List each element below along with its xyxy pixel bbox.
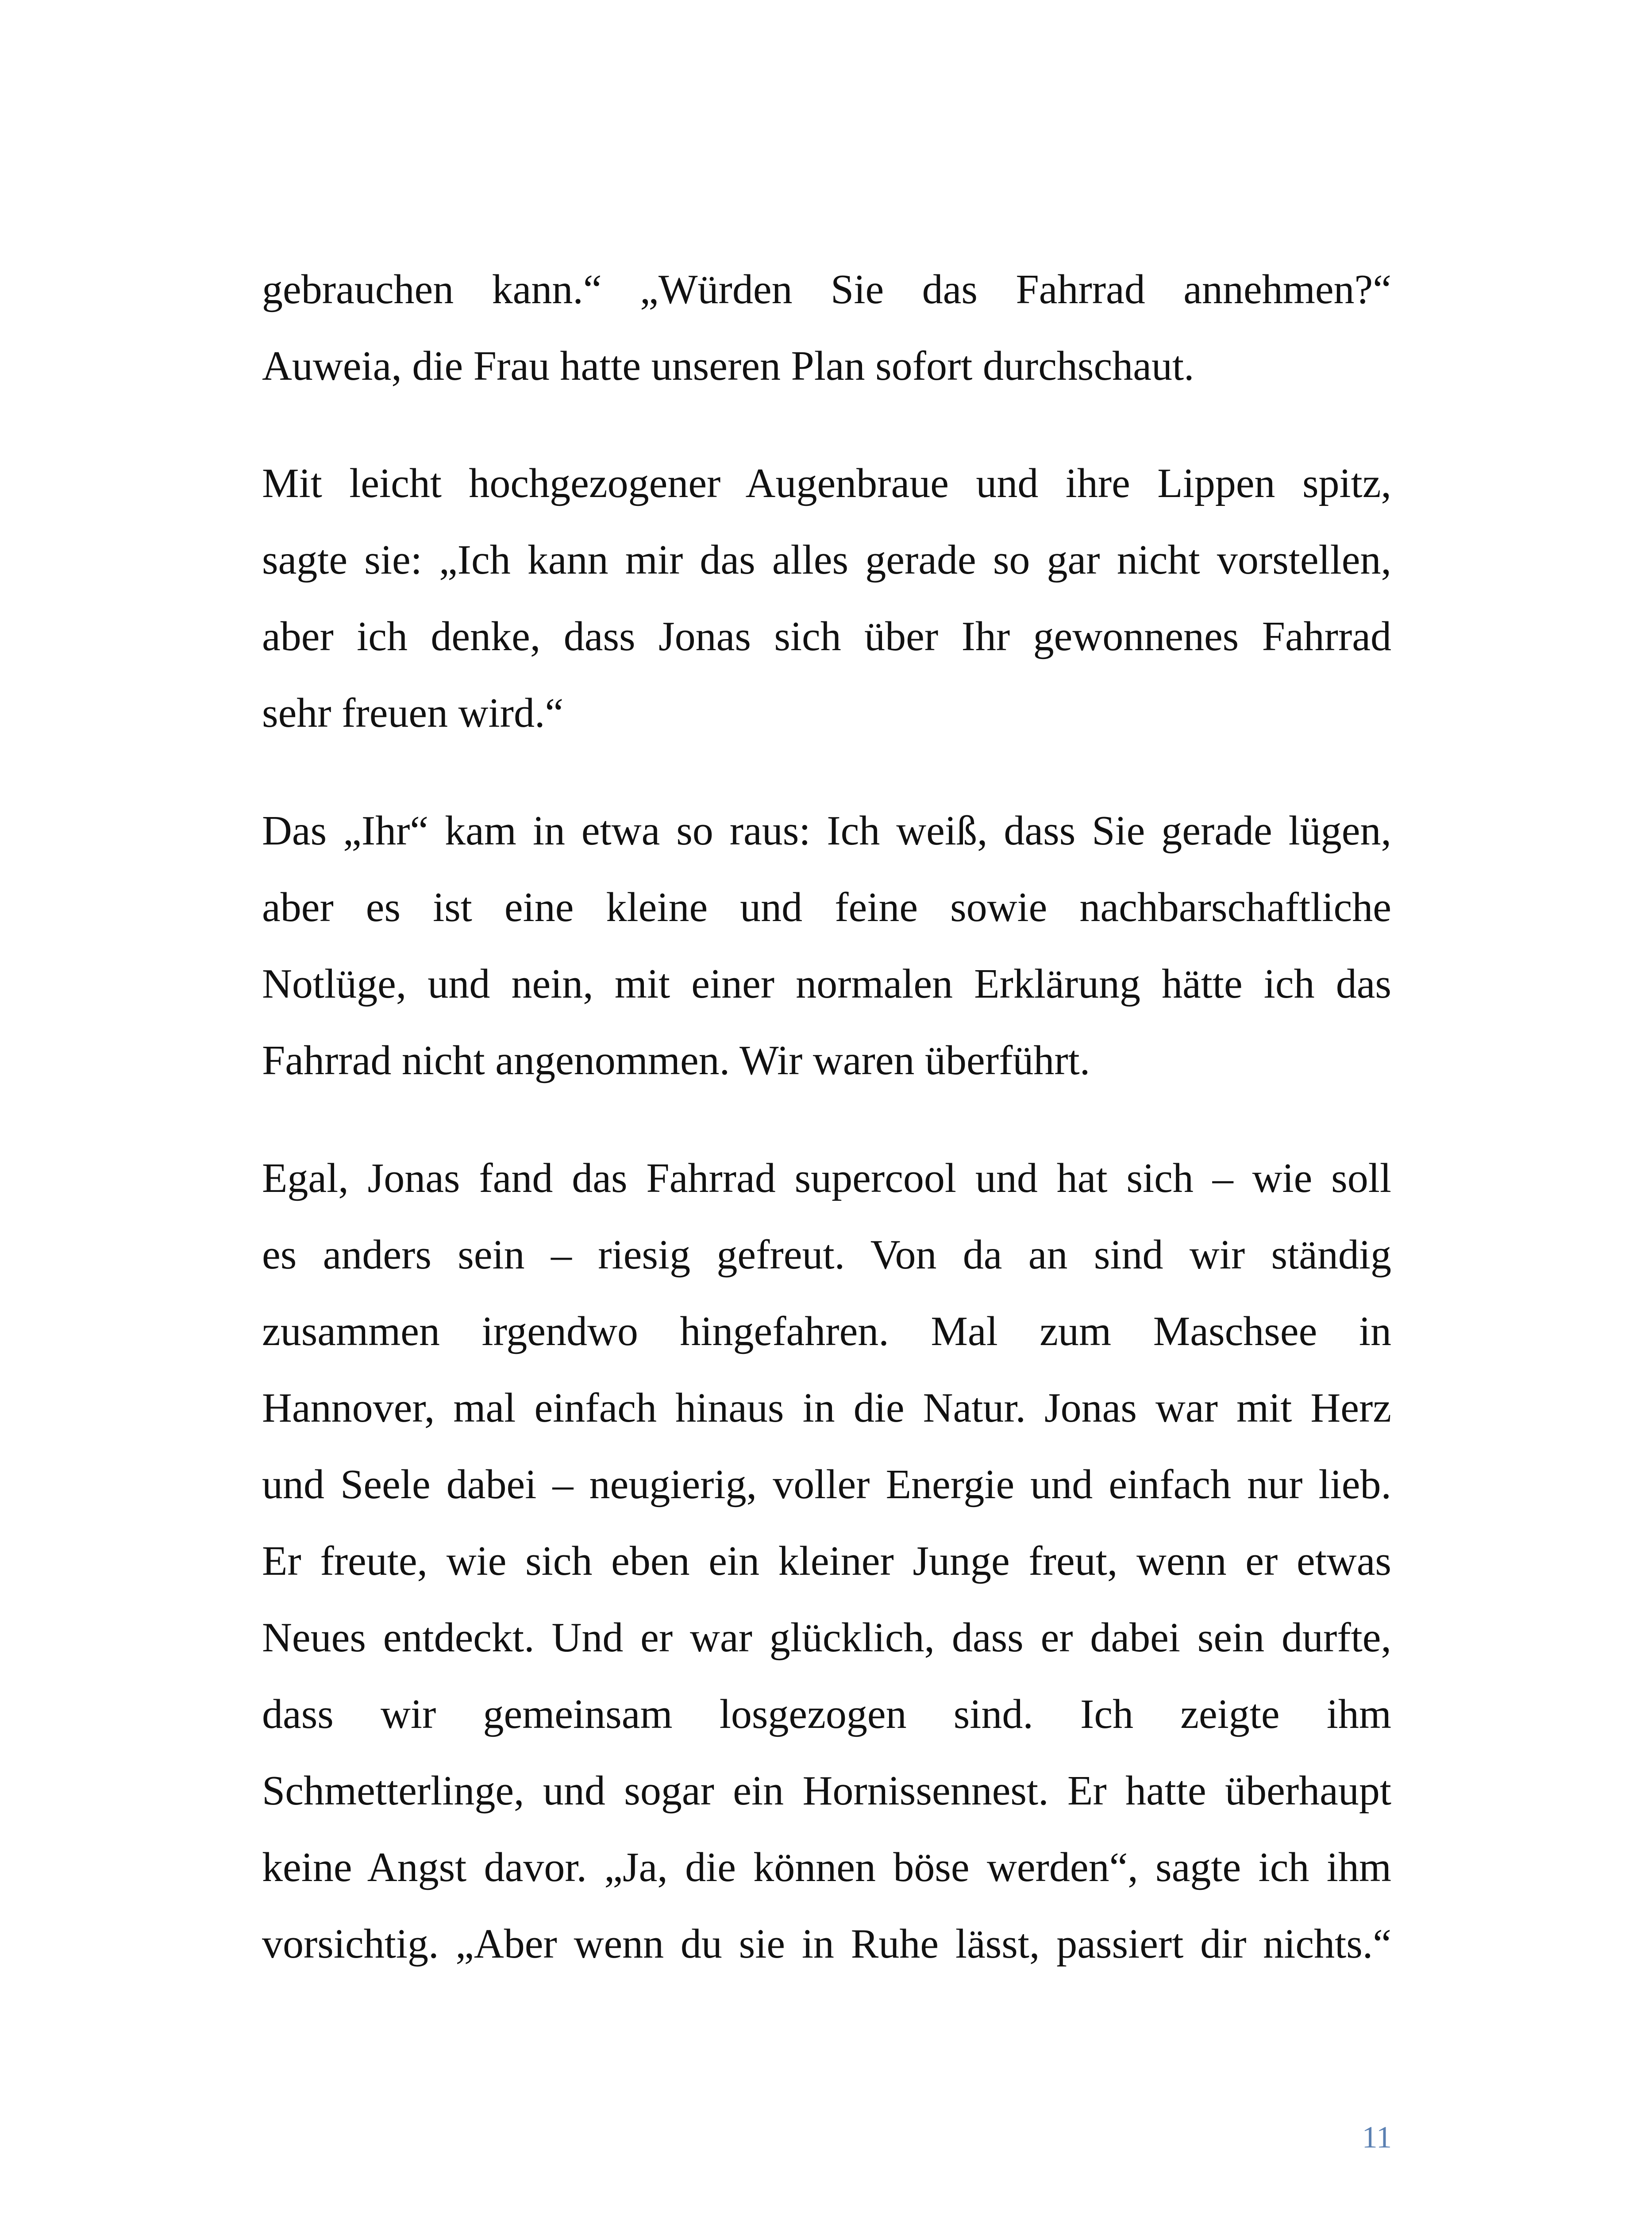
- text-line: Egal, Jonas fand das Fahrrad supercool und hat sich – wie soll: [262, 1155, 1391, 1201]
- text-line: Das „Ihr“ kam in etwa so raus: Ich weiß, dass Sie gerade lügen,: [262, 808, 1391, 854]
- text-line: zusammen irgendwo hingefahren. Mal zum Maschsee in: [262, 1308, 1391, 1354]
- text-line: Hannover, mal einfach hinaus in die Natur. Jonas war mit Herz: [262, 1385, 1391, 1431]
- text-line: Mit leicht hochgezogener Augenbraue und ihre Lippen spitz,: [262, 460, 1391, 506]
- paragraph-4: [262, 1140, 1391, 1982]
- text-line: vorsichtig. „Aber wenn du sie in Ruhe lässt, passiert dir nichts.“: [262, 1921, 1391, 1967]
- text-line: Notlüge, und nein, mit einer normalen Erklärung hätte ich das: [262, 961, 1391, 1007]
- text-line: Neues entdeckt. Und er war glücklich, dass er dabei sein durfte,: [262, 1615, 1391, 1661]
- text-line: aber ich denke, dass Jonas sich über Ihr gewonnenes Fahrrad: [262, 613, 1391, 659]
- text-line: Er freute, wie sich eben ein kleiner Junge freut, wenn er etwas: [262, 1538, 1391, 1584]
- text-line: gebrauchen kann.“ „Würden Sie das Fahrrad annehmen?“: [262, 266, 1391, 312]
- text-line: Auweia, die Frau hatte unseren Plan sofort durchschaut.: [262, 343, 1194, 389]
- paragraph-2: [262, 445, 1391, 752]
- text-line: aber es ist eine kleine und feine sowie nachbarschaftliche: [262, 884, 1391, 930]
- text-line: sehr freuen wird.“: [262, 690, 564, 736]
- text-line: es anders sein – riesig gefreut. Von da an sind wir ständig: [262, 1232, 1391, 1278]
- text-line: dass wir gemeinsam losgezogen sind. Ich zeigte ihm: [262, 1691, 1391, 1737]
- text-line: sagte sie: „Ich kann mir das alles gerade so gar nicht vorstellen,: [262, 537, 1391, 583]
- page-number: 11: [1362, 2120, 1392, 2155]
- text-line: Schmetterlinge, und sogar ein Hornissennest. Er hatte überhaupt: [262, 1768, 1391, 1814]
- paragraph-1: [262, 251, 1391, 405]
- text-line: Fahrrad nicht angenommen. Wir waren überführt.: [262, 1037, 1090, 1083]
- text-line: und Seele dabei – neugierig, voller Energie und einfach nur lieb.: [262, 1461, 1391, 1507]
- text-line: keine Angst davor. „Ja, die können böse werden“, sagte ich ihm: [262, 1844, 1391, 1890]
- paragraph-3: [262, 793, 1391, 1099]
